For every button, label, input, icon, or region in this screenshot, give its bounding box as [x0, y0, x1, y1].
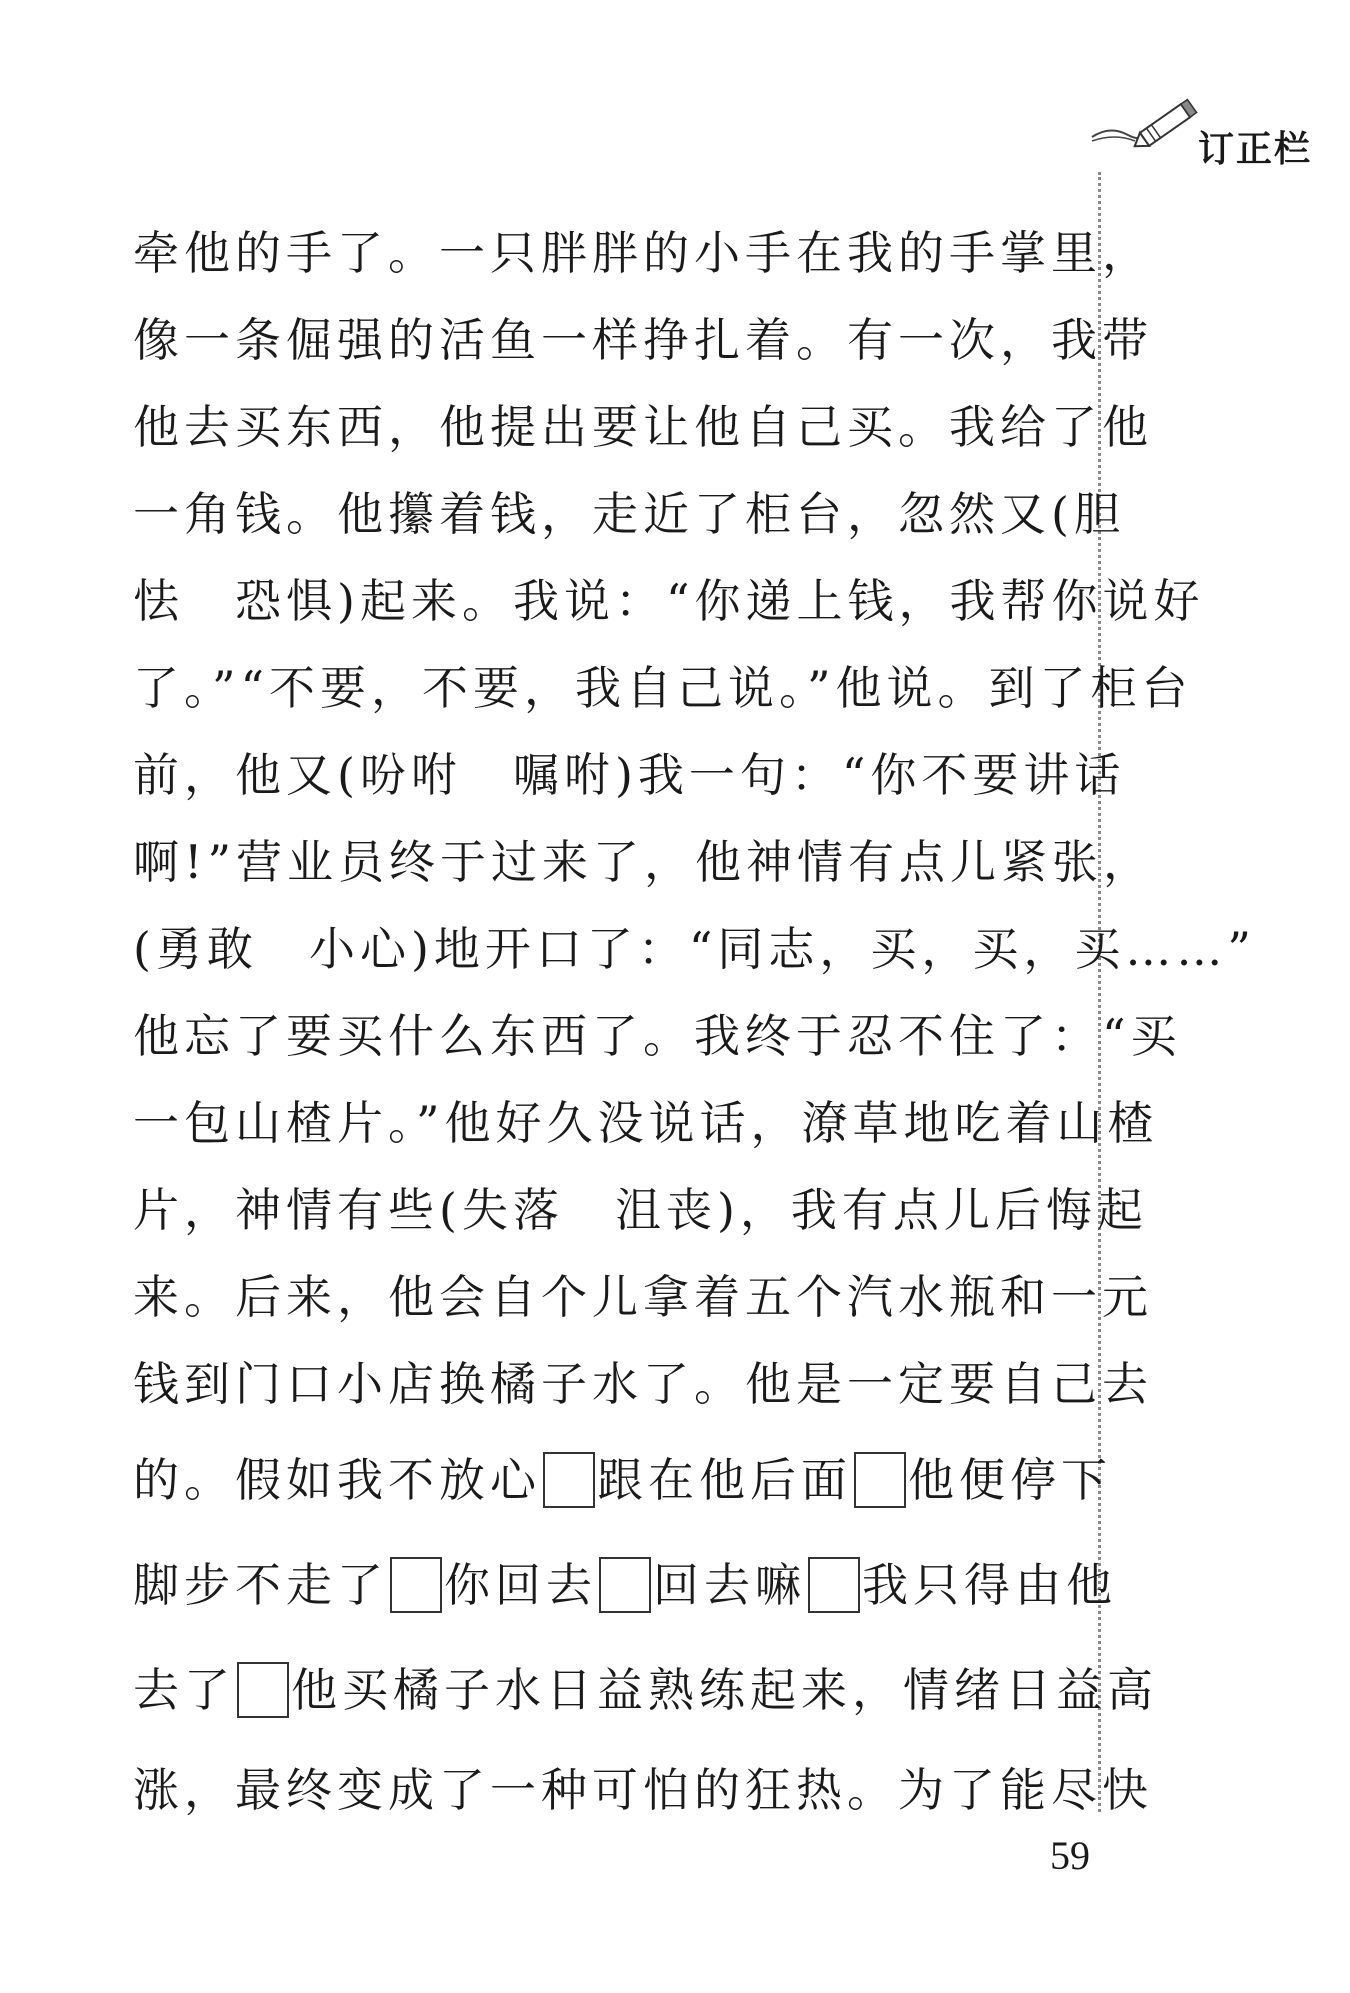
- text-segment: 你回去: [444, 1558, 597, 1612]
- passage-line: (勇敢 小心)地开口了：“同志，买，买，买……”: [133, 922, 1256, 976]
- text-segment: 去了: [133, 1663, 235, 1717]
- text-segment: 跟在他后面: [597, 1453, 852, 1507]
- passage-line: 怯 恐惧)起来。我说：“你递上钱，我帮你说好: [133, 574, 1205, 628]
- passage-line-with-blanks: [133, 1428, 1112, 1533]
- text-segment: 他买橘子水日益熟练起来，情绪日益高: [291, 1663, 1158, 1717]
- punctuation-blank-4[interactable]: [599, 1557, 651, 1613]
- passage-line: 钱到门口小店换橘子水了。他是一定要自己去: [133, 1357, 1153, 1411]
- passage-line-with-blanks: [133, 1638, 1158, 1743]
- passage-line: 像一条倔强的活鱼一样挣扎着。有一次，我带: [133, 313, 1153, 367]
- correction-column-title: 订正栏: [1198, 129, 1313, 170]
- text-segment: 他便停下: [908, 1453, 1112, 1507]
- punctuation-blank-1[interactable]: [543, 1452, 595, 1508]
- passage-line: 牵他的手了。一只胖胖的小手在我的手掌里，: [133, 226, 1153, 280]
- correction-column-header: [1090, 95, 1335, 175]
- passage-line: 来。后来，他会自个儿拿着五个汽水瓶和一元: [133, 1270, 1153, 1324]
- passage-line: 他去买东西，他提出要让他自己买。我给了他: [133, 400, 1153, 454]
- text-segment: 的。假如我不放心: [133, 1453, 541, 1507]
- passage-line: 了。”“不要，不要，我自己说。”他说。到了柜台: [133, 661, 1193, 715]
- punctuation-blank-6[interactable]: [237, 1662, 289, 1718]
- passage-line: 啊!”营业员终于过来了，他神情有点儿紧张，: [133, 835, 1155, 889]
- punctuation-blank-3[interactable]: [390, 1557, 442, 1613]
- text-segment: 我只得由他: [862, 1558, 1117, 1612]
- passage-line: 他忘了要买什么东西了。我终于忍不住了：“买: [133, 1009, 1182, 1063]
- passage-line-with-blanks: [133, 1533, 1117, 1638]
- punctuation-blank-5[interactable]: [808, 1557, 860, 1613]
- punctuation-blank-2[interactable]: [854, 1452, 906, 1508]
- text-segment: 回去嘛: [653, 1558, 806, 1612]
- page-number: 59: [1050, 1833, 1090, 1878]
- pencil-icon: [1090, 95, 1210, 155]
- passage-line: 一角钱。他攥着钱，走近了柜台，忽然又(胆: [133, 487, 1125, 541]
- passage-line: 涨，最终变成了一种可怕的狂热。为了能尽快: [133, 1763, 1153, 1817]
- passage-line: 片，神情有些(失落 沮丧)，我有点儿后悔起: [133, 1183, 1148, 1237]
- passage-line: 一包山楂片。”他好久没说话，潦草地吃着山楂: [133, 1096, 1159, 1150]
- passage: [133, 210, 1256, 1834]
- passage-line: 前，他又(吩咐 嘱咐)我一句：“你不要讲话: [133, 748, 1126, 802]
- text-segment: 脚步不走了: [133, 1558, 388, 1612]
